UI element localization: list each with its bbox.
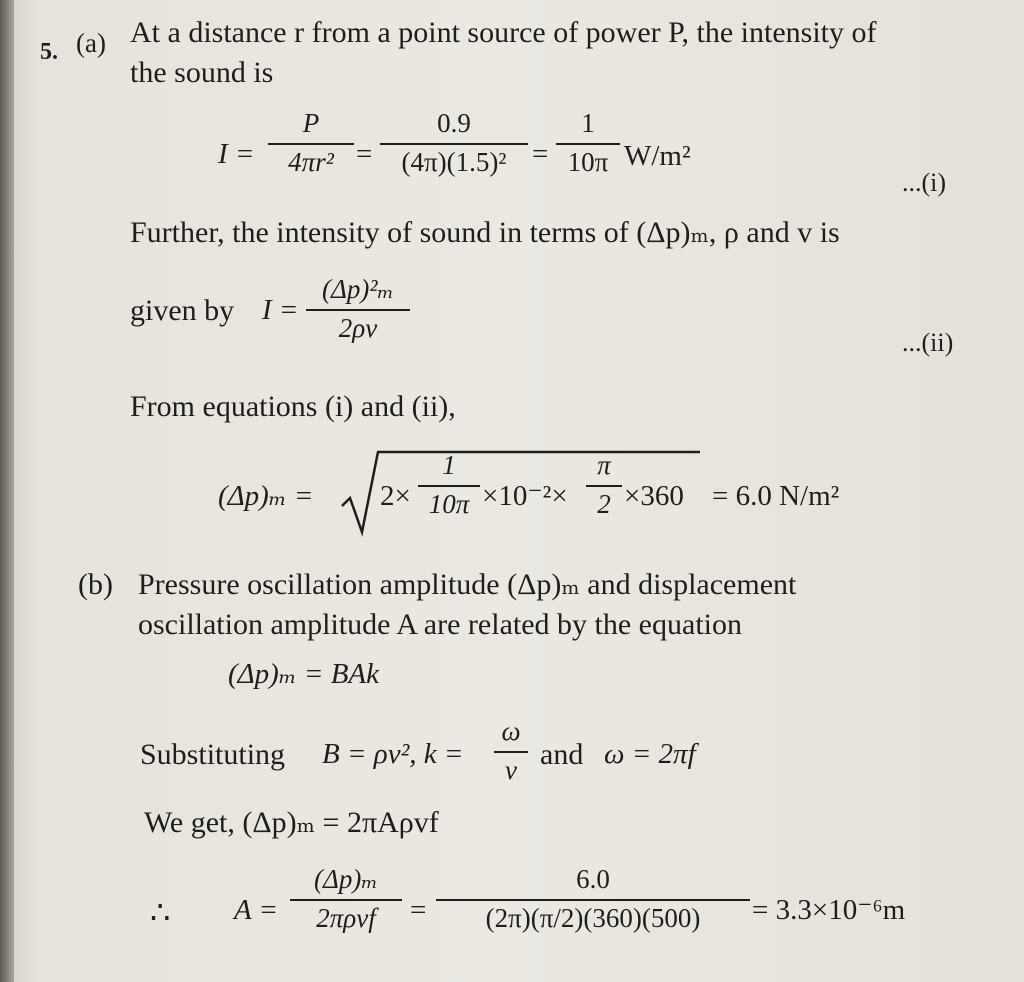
part-b-label: (b) [78,568,113,601]
eq3-fraction-1 [418,452,480,518]
eq3-f1-numerator: 1 [442,450,456,480]
eq3-f1-denominator: 10π [418,485,480,518]
subst-numerator: ω [501,716,521,746]
eq1-fraction-1 [268,110,354,176]
part-b-line2: oscillation amplitude A are related by the equation [138,608,742,641]
eq3-f2-numerator: π [597,450,611,480]
part-a-intro-line2: the sound is [130,56,274,89]
final-result: = 3.3×10⁻⁶m [752,894,906,926]
eq1-lhs: I = [218,138,255,170]
question-number: 5. [40,39,58,65]
eq2-fraction [306,276,410,342]
eq1-equals-b: = [532,138,549,170]
eq1-tag: ...(i) [902,168,947,197]
page-binding-edge [0,0,14,982]
eq2-numerator: (Δp)²ₘ [322,274,394,304]
eq1-unit: W/m² [624,140,691,172]
further-text: Further, the intensity of sound in terms of (Δp)ₘ, ρ and v is [130,216,840,249]
substituting-fraction [494,718,528,784]
eq1-fraction-2 [380,110,528,176]
final-fraction-1 [290,866,402,932]
subst-denominator: v [494,751,528,784]
part-b-line1: Pressure oscillation amplitude (Δp)ₘ and displacement [138,568,797,601]
final-f2-numerator: 6.0 [576,864,610,894]
eq1-f1-numerator: P [302,108,320,138]
eq1-fraction-3 [556,110,620,176]
eq1-equals-a: = [356,138,373,170]
substituting-label: Substituting [140,738,286,771]
final-equals: = [410,894,427,926]
substituting-expr: B = ρv², k = [322,738,464,770]
eq1-f1-denominator: 4πr² [268,143,354,176]
eq1-f2-numerator: 0.9 [437,108,471,138]
eq3-radicand-mid: ×10⁻²× [482,480,568,512]
final-f2-denominator: (2π)(π/2)(360)(500) [436,899,750,932]
eq3-result: = 6.0 N/m² [712,480,840,512]
eq3-lhs: (Δp)ₘ = [218,480,314,512]
final-lhs: A = [234,894,279,926]
substituting-omega: ω = 2πf [604,738,696,770]
final-f1-numerator: (Δp)ₘ [314,864,378,894]
eq3-radicand-start: 2× [380,480,411,512]
given-by-label: given by [130,294,235,327]
eq3-radicand-end: ×360 [624,480,684,512]
we-get-line: We get, (Δp)ₘ = 2πAρvf [144,806,439,839]
part-a-label: (a) [76,28,106,58]
eq-relation: (Δp)ₘ = BAk [228,658,379,690]
substituting-and: and [540,738,584,771]
eq2-tag: ...(ii) [902,328,954,357]
eq3-fraction-2 [586,452,622,518]
final-f1-denominator: 2πρvf [290,899,402,932]
final-fraction-2 [436,866,750,932]
eq1-f2-denominator: (4π)(1.5)² [380,143,528,176]
from-equations-text: From equations (i) and (ii), [130,390,456,423]
eq2-denominator: 2ρv [306,309,410,342]
eq1-f3-numerator: 1 [581,108,595,138]
eq1-f3-denominator: 10π [556,143,620,176]
part-a-intro-line1: At a distance r from a point source of power P, the intensity of [130,16,877,49]
eq3-f2-denominator: 2 [586,485,622,518]
eq2-lhs: I = [262,294,299,326]
therefore-symbol: ∴ [150,894,171,930]
